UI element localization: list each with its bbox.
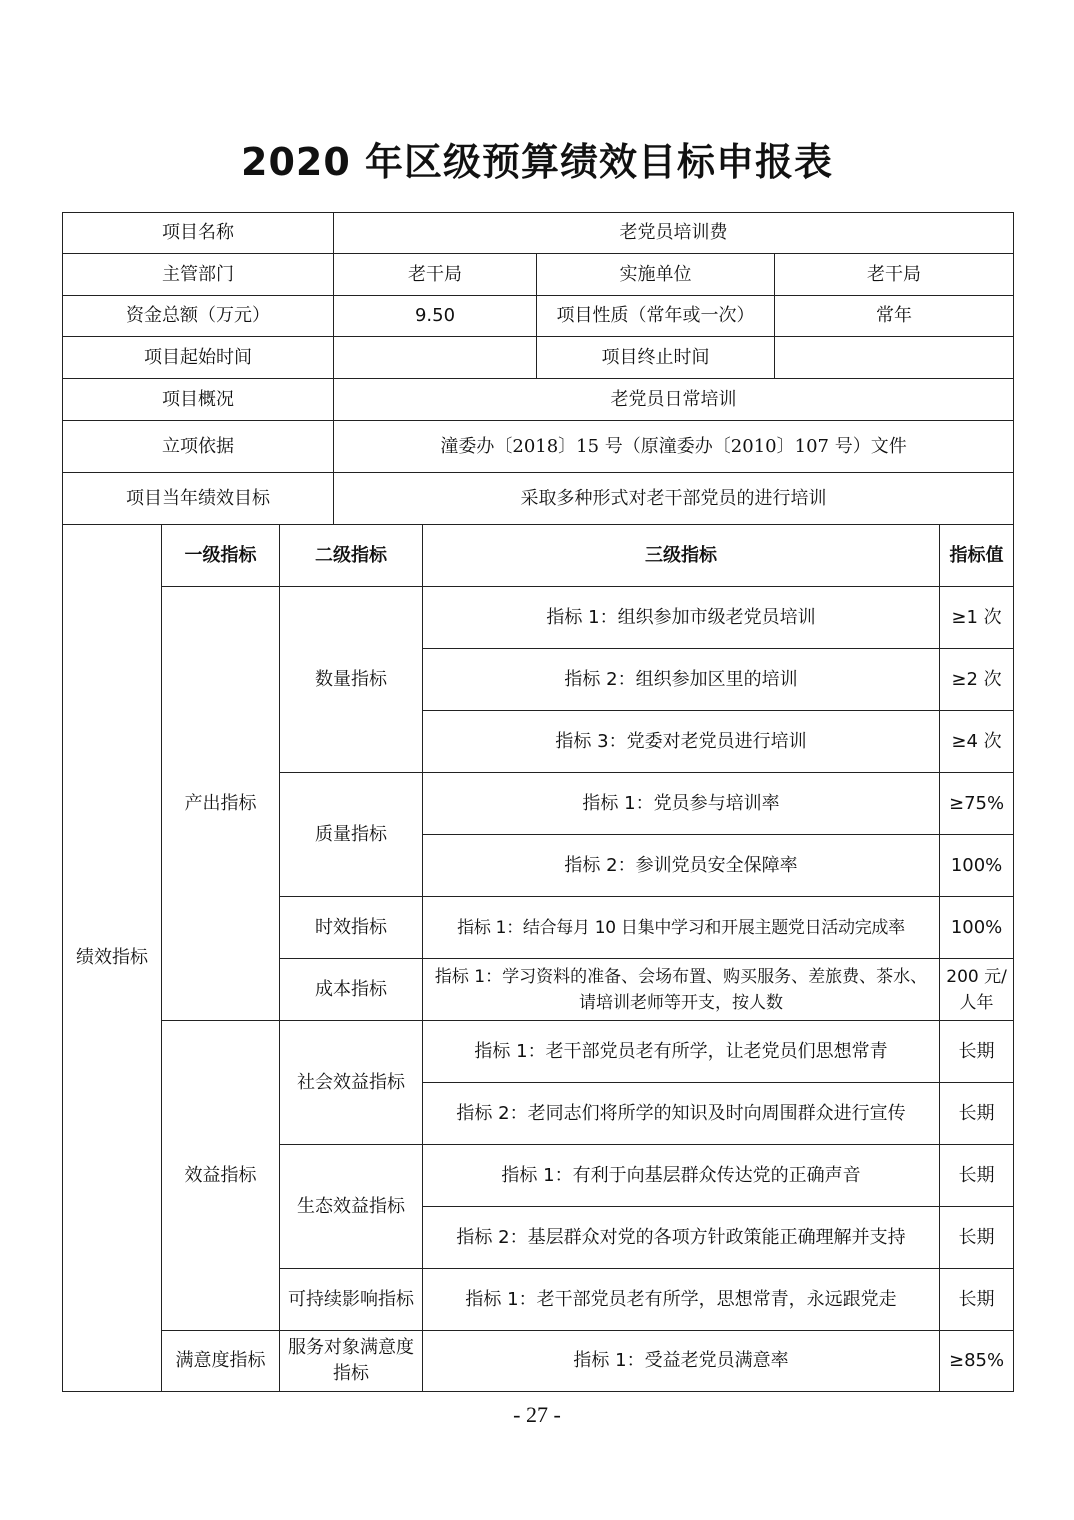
end-label: 项目终止时间 [537,337,775,379]
row-funds [63,296,1014,337]
indicator-desc: 指标 1：学习资料的准备、会场布置、购买服务、差旅费、茶水、请培训老师等开支，按人数 [423,959,940,1021]
indicator-value: 长期 [940,1145,1014,1207]
level2-quality: 质量指标 [280,773,423,897]
row-goal [63,473,1014,525]
project-name-value: 老党员培训费 [334,213,1014,254]
funds-label: 资金总额（万元） [63,296,334,337]
indicator-desc: 指标 3：党委对老党员进行培训 [423,711,940,773]
header-level3: 三级指标 [423,525,940,587]
header-level1: 一级指标 [162,525,280,587]
level1-satisfaction: 满意度指标 [162,1331,280,1392]
indicator-value: 长期 [940,1269,1014,1331]
indicator-value: ≥2 次 [940,649,1014,711]
nature-label: 项目性质（常年或一次） [537,296,775,337]
level2-social: 社会效益指标 [280,1021,423,1145]
indicator-desc: 指标 2：参训党员安全保障率 [423,835,940,897]
indicator-value: 长期 [940,1083,1014,1145]
impl-unit-label: 实施单位 [537,254,775,296]
indicator-value: ≥75% [940,773,1014,835]
indicator-value: ≥4 次 [940,711,1014,773]
level2-service-satisfaction: 服务对象满意度指标 [280,1331,423,1392]
row-department [63,254,1014,296]
indicator-value: 200 元/人年 [940,959,1014,1021]
indicator-header-row [63,525,1014,587]
indicator-value: ≥1 次 [940,587,1014,649]
page-title: 2020 年区级预算绩效目标申报表 [241,140,833,184]
header-level2: 二级指标 [280,525,423,587]
performance-section-label: 绩效指标 [63,525,162,1392]
indicator-desc: 指标 1：组织参加市级老党员培训 [423,587,940,649]
indicator-desc: 指标 1：老干部党员老有所学，让老党员们思想常青 [423,1021,940,1083]
end-value [775,337,1014,379]
row-period [63,337,1014,379]
indicator-value: 长期 [940,1021,1014,1083]
indicator-desc: 指标 2：老同志们将所学的知识及时向周围群众进行宣传 [423,1083,940,1145]
indicator-value: 100% [940,835,1014,897]
project-name-label: 项目名称 [63,213,334,254]
budget-performance-table [62,212,1014,1392]
level2-ecological: 生态效益指标 [280,1145,423,1269]
indicator-value: 100% [940,897,1014,959]
indicator-value: 长期 [940,1207,1014,1269]
goal-label: 项目当年绩效目标 [63,473,334,525]
indicator-desc: 指标 1：有利于向基层群众传达党的正确声音 [423,1145,940,1207]
overview-value: 老党员日常培训 [334,379,1014,421]
level2-sustainable: 可持续影响指标 [280,1269,423,1331]
level1-output: 产出指标 [162,587,280,1021]
indicator-value: ≥85% [940,1331,1014,1392]
nature-value: 常年 [775,296,1014,337]
level2-cost: 成本指标 [280,959,423,1021]
level2-quantity: 数量指标 [280,587,423,773]
indicator-desc: 指标 1：老干部党员老有所学，思想常青，永远跟党走 [423,1269,940,1331]
table-row [63,1331,1014,1392]
funds-value: 9.50 [334,296,537,337]
table-row [63,1021,1014,1083]
indicator-desc: 指标 1：党员参与培训率 [423,773,940,835]
indicator-desc: 指标 2：基层群众对党的各项方针政策能正确理解并支持 [423,1207,940,1269]
row-overview [63,379,1014,421]
indicator-desc: 指标 1：受益老党员满意率 [423,1331,940,1392]
level1-benefit: 效益指标 [162,1021,280,1331]
basis-label: 立项依据 [63,421,334,473]
dept-value: 老干局 [334,254,537,296]
overview-label: 项目概况 [63,379,334,421]
level2-timeliness: 时效指标 [280,897,423,959]
row-basis [63,421,1014,473]
dept-label: 主管部门 [63,254,334,296]
indicator-desc: 指标 2：组织参加区里的培训 [423,649,940,711]
goal-value: 采取多种形式对老干部党员的进行培训 [334,473,1014,525]
header-value: 指标值 [940,525,1014,587]
basis-value: 潼委办〔2018〕15 号（原潼委办〔2010〕107 号）文件 [334,421,1014,473]
start-label: 项目起始时间 [63,337,334,379]
row-project-name [63,213,1014,254]
page-number: - 27 - [513,1402,561,1427]
indicator-desc: 指标 1：结合每月 10 日集中学习和开展主题党日活动完成率 [423,897,940,959]
impl-unit-value: 老干局 [775,254,1014,296]
start-value [334,337,537,379]
table-row [63,587,1014,649]
